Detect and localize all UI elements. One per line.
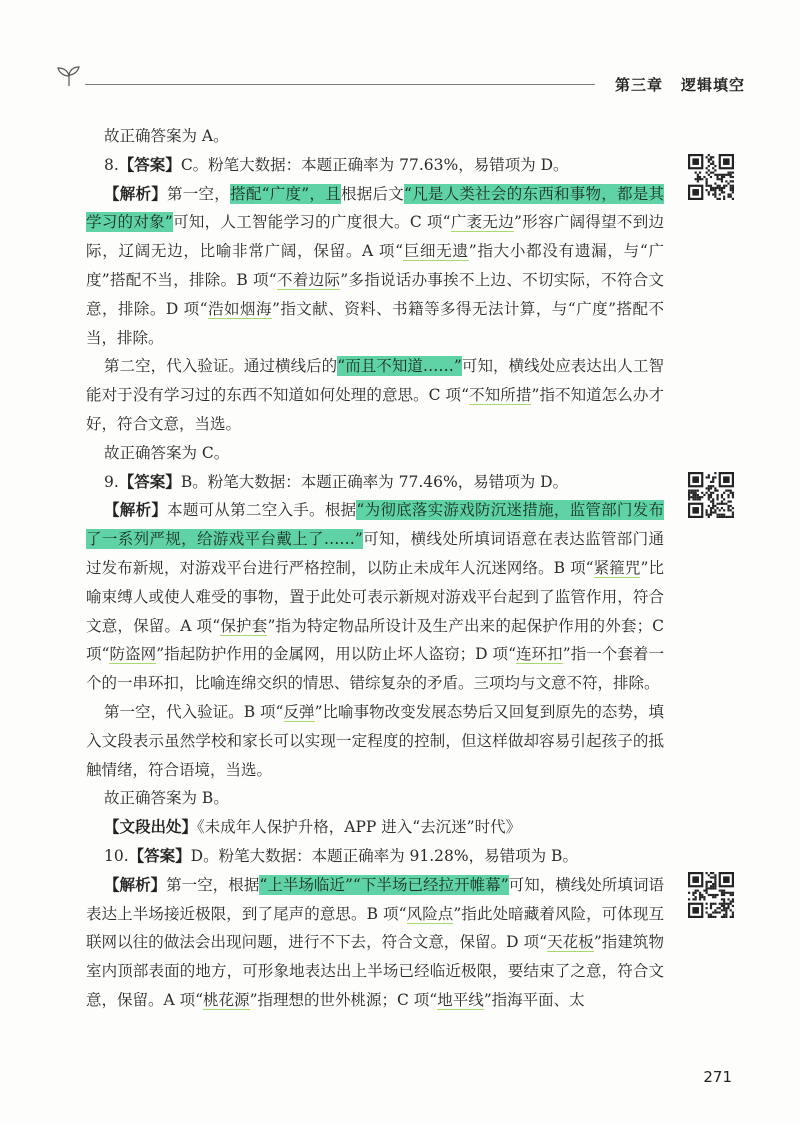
text: ”指理想的世外桃源；C 项“: [249, 990, 438, 1009]
page-header: [55, 60, 745, 100]
highlight: 搭配“广度”，且: [230, 184, 341, 203]
chapter-number: 第三章: [614, 76, 663, 94]
text: ”形容广阔得望不到边际，辽阔无边，比喻非常广阔，保留。A 项“: [86, 213, 664, 261]
q10-analysis: [86, 871, 664, 1015]
text: ”比喻束缚人或使人难受的事物，置于此处可表示新规对游戏平台起到了监管作用，符合文意，保留。A 项“: [86, 558, 664, 635]
underlined-term: 桃花源: [203, 990, 250, 1009]
underlined-term: 巨细无遗: [403, 242, 469, 261]
source-text: 《未成年人保护升格，APP 进入“去沉迷”时代》: [197, 818, 522, 837]
analysis-label: 【解析】: [104, 875, 167, 894]
text: ”指一个套着一个的一串环扣，比喻连绵交织的情思、错综复杂的矛盾。三项均与文意不符，排除。: [86, 645, 664, 693]
text: ”多指说话办事挨不上边、不切实际，不符合文意，排除。D 项“: [86, 270, 664, 318]
source-label: 【文段出处】: [104, 818, 198, 837]
text: 第一空，代入验证。B 项“: [104, 702, 284, 721]
q9-analysis-2: [86, 698, 664, 784]
underlined-term: 风险点: [406, 904, 454, 923]
text: 故正确答案为 B。: [104, 789, 229, 808]
chapter-title: 逻辑填空: [680, 76, 745, 94]
paragraph: [86, 122, 664, 151]
highlight: “上半场临近”“下半场已经拉开帷幕”: [259, 875, 509, 894]
chapter-heading: [615, 74, 745, 95]
text: 第二空，代入验证。通过横线后的: [104, 357, 338, 376]
text: ”指此处暗藏着风险，可体现互联网以往的做法会出现问题，进行不下去，符合文意，保留。D 项“: [86, 904, 664, 952]
underlined-term: 反弹: [283, 702, 315, 721]
text: ”指海平面、太: [483, 990, 585, 1009]
answer-label: 【答案】: [118, 472, 181, 491]
q8-conclusion: [86, 439, 664, 468]
underlined-term: 浩如烟海: [207, 299, 272, 318]
text: 根据后文: [340, 184, 404, 203]
q8-analysis-2: [86, 352, 664, 438]
underlined-term: 防盗网: [109, 645, 157, 664]
highlight: “而且不知道……”: [337, 357, 462, 376]
answer-text: D。粉笔大数据：本题正确率为 91.28%，易错项为 B。: [190, 846, 578, 865]
qr-code-icon[interactable]: [688, 872, 734, 918]
text: 故正确答案为 A。: [104, 127, 229, 145]
analysis-label: 【解析】: [104, 501, 168, 520]
underlined-term: 连环扣: [516, 645, 563, 664]
q9-answer: [86, 468, 664, 497]
text: ”指起防护作用的金属网，用以防止坏人盗窃；D 项“: [156, 645, 517, 664]
q9-conclusion: [86, 784, 664, 813]
question-number: 10.: [104, 846, 129, 865]
q8-answer: [86, 151, 664, 180]
question-number: 9.: [104, 472, 119, 491]
underlined-term: 广袤无边: [450, 213, 515, 232]
answer-text: C。粉笔大数据：本题正确率为 77.63%，易错项为 D。: [180, 155, 569, 174]
text: 可知，人工智能学习的广度很大。C 项“: [172, 213, 451, 232]
underlined-term: 天花板: [547, 933, 594, 952]
highlight: “凡是人类社会的东西和事物，都是其学习的对象”: [86, 184, 664, 232]
sprout-icon: [55, 64, 83, 88]
page-number: 271: [703, 1068, 732, 1086]
qr-code-icon[interactable]: [688, 472, 734, 518]
question-number: 8.: [104, 155, 119, 174]
q9-analysis: [86, 496, 664, 698]
text: 本题可从第二空入手。根据: [167, 501, 357, 520]
text: ”指大小都没有遗漏，与“广度”搭配不当，排除。B 项“: [86, 242, 664, 289]
highlight: “为彻底落实游戏防沉迷措施，监管部门发布了一系列严规，给游戏平台戴上了……”: [86, 501, 664, 549]
text: 故正确答案为 C。: [104, 443, 230, 462]
header-rule: [85, 84, 595, 85]
q9-source: [86, 813, 664, 842]
underlined-term: 不知所措: [469, 386, 532, 405]
answer-text: B。粉笔大数据：本题正确率为 77.46%，易错项为 D。: [180, 472, 569, 491]
qr-code-icon[interactable]: [688, 154, 734, 200]
text: 可知，横线处所填词语意在表达监管部门通过发布新规，对游戏平台进行严格控制，以防止未成年人沉迷网络。B 项“: [86, 530, 664, 577]
text: 第一空，: [167, 184, 231, 203]
text: 可知，横线处应表达出人工智能对于没有学习过的东西不知道如何处理的意思。C 项“: [86, 357, 664, 405]
q8-analysis: [86, 180, 664, 353]
analysis-label: 【解析】: [104, 184, 168, 203]
underlined-term: 保护套: [220, 616, 268, 635]
text: ”指不知道怎么办才好，符合文意，当选。: [86, 386, 664, 433]
page-content: [86, 122, 664, 1015]
answer-label: 【答案】: [118, 155, 181, 174]
text: ”指为特定物品所设计及生产出来的起保护作用的外套；C 项“: [86, 616, 664, 664]
underlined-term: 紧箍咒: [593, 558, 641, 577]
text: 第一空，根据: [166, 875, 260, 894]
q10-answer: [86, 842, 664, 871]
underlined-term: 地平线: [437, 990, 484, 1009]
text: ”指文献、资料、书籍等多得无法计算，与“广度”搭配不当，排除。: [86, 299, 664, 347]
underlined-term: 不着边际: [276, 270, 341, 289]
text: ”比喻事物改变发展态势后又回复到原先的态势，填入文段表示虽然学校和家长可以实现一定程度的控制，但这样做却容易引起孩子的抵触情绪，符合语境，当选。: [86, 702, 664, 779]
text: 可知，横线处所填词语表达上半场接近极限，到了尾声的意思。B 项“: [86, 875, 664, 923]
text: ”指建筑物室内顶部表面的地方，可形象地表达出上半场已经临近极限，要结束了之意，符合文意，保留。A 项“: [86, 933, 664, 1009]
answer-label: 【答案】: [128, 846, 191, 865]
